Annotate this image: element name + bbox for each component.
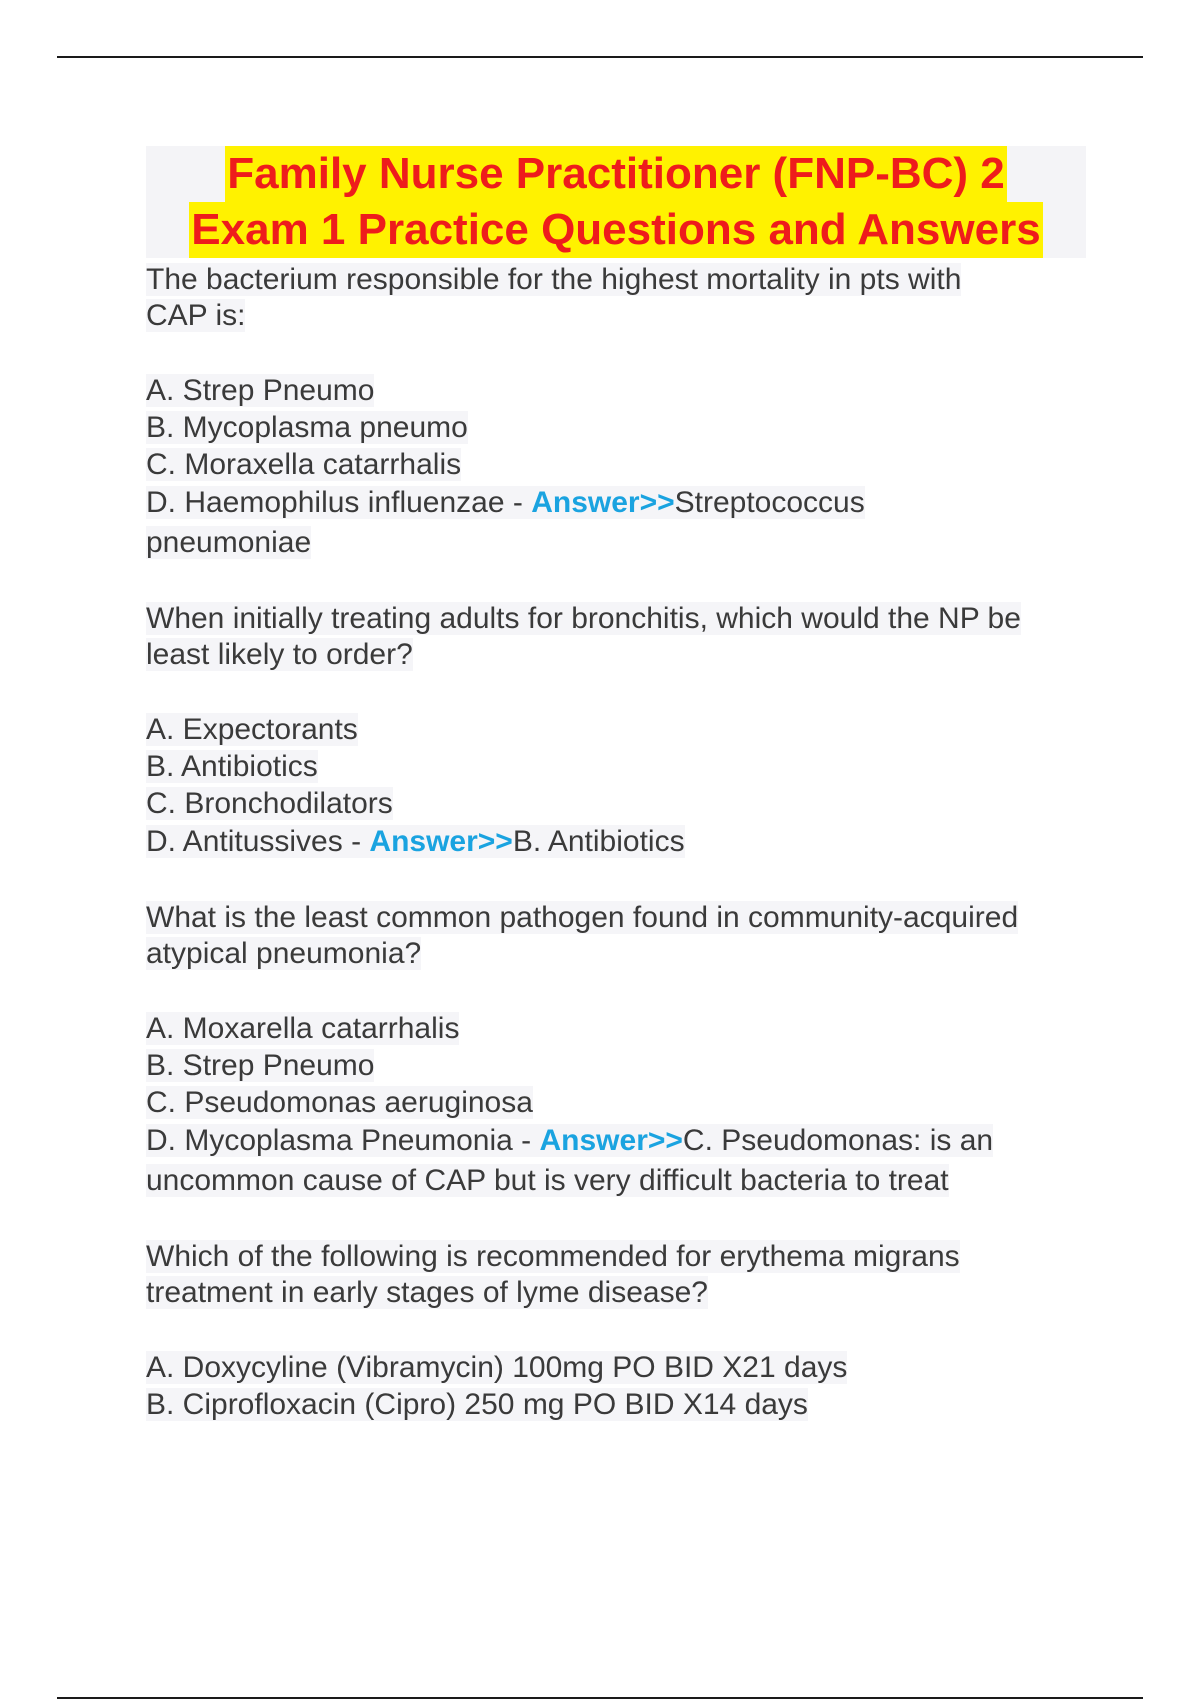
option-b: B. Strep Pneumo <box>146 1049 375 1082</box>
question-text <box>146 601 1086 673</box>
option-a: A. Doxycyline (Vibramycin) 100mg PO BID X21 days <box>146 1351 848 1384</box>
question-text <box>146 900 1086 972</box>
question-line: CAP is: <box>146 299 246 332</box>
option-b: B. Ciprofloxacin (Cipro) 250 mg PO BID X14 days <box>146 1388 808 1421</box>
question-block-4 <box>146 1239 1086 1423</box>
options-list <box>146 1010 1086 1201</box>
options-list <box>146 711 1086 862</box>
option-a: A. Moxarella catarrhalis <box>146 1012 460 1045</box>
question-line: least likely to order? <box>146 638 413 671</box>
title-line-2: Exam 1 Practice Questions and Answers <box>189 202 1042 258</box>
title-line-1: Family Nurse Practitioner (FNP-BC) 2 <box>225 146 1007 202</box>
question-line: When initially treating adults for bronchitis, which would the NP be <box>146 602 1021 635</box>
option-b: B. Mycoplasma pneumo <box>146 411 468 444</box>
option-a: A. Expectorants <box>146 713 358 746</box>
option-c: C. Pseudomonas aeruginosa <box>146 1086 533 1119</box>
option-d: D. Haemophilus influenzae - <box>146 486 532 519</box>
option-c: C. Moraxella catarrhalis <box>146 448 462 481</box>
document-body <box>146 146 1086 1461</box>
answer-label: Answer>> <box>539 1124 683 1157</box>
answer-text: C. Pseudomonas: is an <box>682 1124 994 1157</box>
bottom-rule <box>57 1697 1143 1699</box>
question-block-1 <box>146 262 1086 563</box>
option-d: D. Mycoplasma Pneumonia - <box>146 1124 540 1157</box>
top-rule <box>57 56 1143 58</box>
answer-text: B. Antibiotics <box>512 825 685 858</box>
question-text <box>146 1239 1086 1311</box>
question-line: The bacterium responsible for the highest mortality in pts with <box>146 263 962 296</box>
answer-text: pneumoniae <box>146 526 312 559</box>
question-line: atypical pneumonia? <box>146 937 422 970</box>
document-title <box>146 146 1086 258</box>
option-d: D. Antitussives - <box>146 825 370 858</box>
question-line: Which of the following is recommended for erythema migrans <box>146 1240 960 1273</box>
option-a: A. Strep Pneumo <box>146 374 375 407</box>
option-c: C. Bronchodilators <box>146 787 393 820</box>
question-line: What is the least common pathogen found in community-acquired <box>146 901 1019 934</box>
options-list <box>146 1349 1086 1423</box>
answer-text: uncommon cause of CAP but is very difficult bacteria to treat <box>146 1164 949 1197</box>
answer-text: Streptococcus <box>674 486 865 519</box>
options-list <box>146 372 1086 563</box>
question-block-3 <box>146 900 1086 1201</box>
option-b: B. Antibiotics <box>146 750 318 783</box>
answer-label: Answer>> <box>531 486 675 519</box>
question-line: treatment in early stages of lyme disease? <box>146 1276 708 1309</box>
question-text <box>146 262 1086 334</box>
answer-label: Answer>> <box>369 825 513 858</box>
question-block-2 <box>146 601 1086 862</box>
